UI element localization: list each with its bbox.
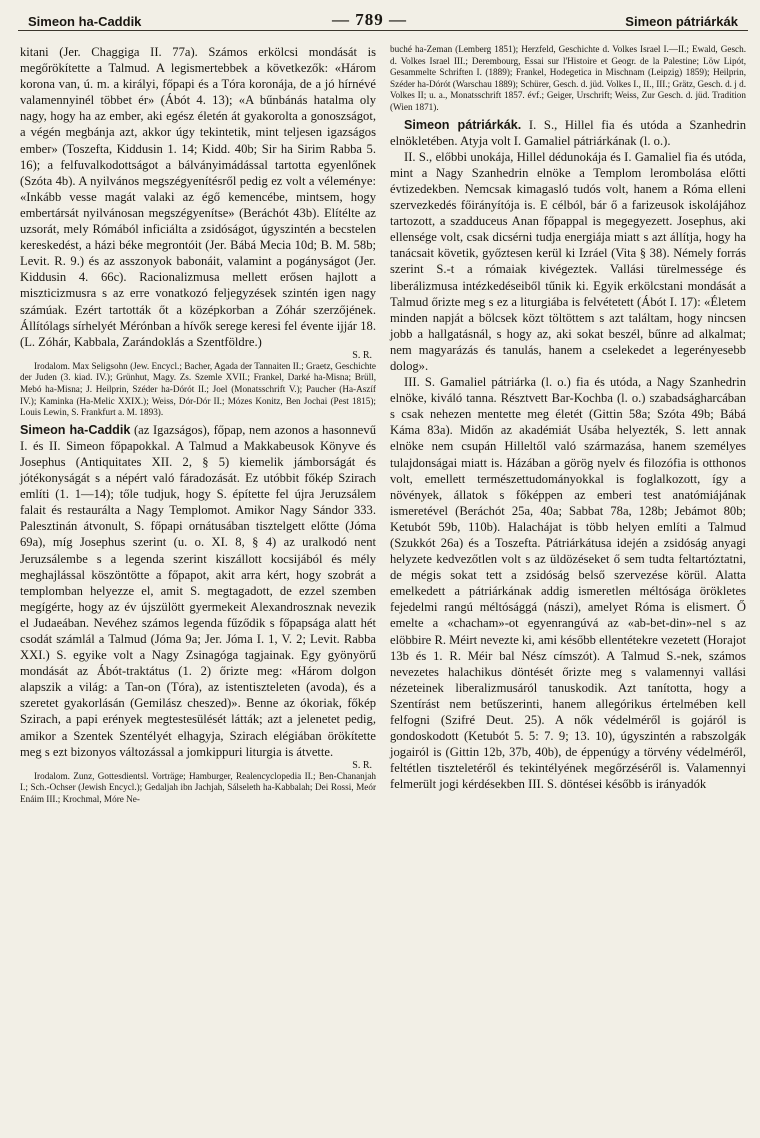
bibliography-left-1: Irodalom. Max Seligsohn (Jew. Encycl.; Bacher, Agada der Tannaiten II.; Graetz, Geschichte der Juden (3. kiad. IV.); Grünhut, Magy. Zs. Szemle XVII.; Frankel, Darké ha-Misna; Brüll, Mebó ha-Misna; J. Heilprin, Széder ha-Dórót II.; Joel (Monatsschrift V.); Paucher (Ha-Aszíf IV.); Kaminka (Ha-Melic XXIX.); Weiss, Dór-Dór II.; Mózes Konitz, Ben Jochai (Pest 1815); Louis Lewin, S. Frankfurt a. M. 1893). [20, 360, 376, 418]
entry-title: Simeon ha-Caddik [20, 422, 131, 437]
author-signature: S. R. [352, 349, 372, 361]
entry-simeon-patriarkak [390, 117, 746, 149]
left-column [20, 44, 376, 806]
author-signature: S. R. [352, 759, 372, 771]
entry-simeon-ha-caddik [20, 422, 376, 760]
paragraph-right-3: III. S. Gamaliel pátriárka (l. o.) fia és utóda, a Nagy Szanhedrin elnöke, kiváló tanna. Résztvett Bar-Kochba (l. o.) szabadságharcában s csak nehezen mentette meg életét (Gittin 58a; Szóta 49b; Bábá Káma 83a). Midőn az akadémiát Usába helyezték, S. lett annak elnöke nem csupán Hilleltől való származása, hanem személyes tulajdonságai miatt is. Házában a görög nyelv és filozófia is otthonos volt, emellett természettudományokkal is foglalkozott, így a növények, állatok s főképpen az emberi test anatómiájának ismeretével (Beráchót 25a, 40a; Sabbat 78a, 128b; Jebámot 80b; Ketubót 59b, 110b). Halachájat is több helyen említi a Talmud (Szukkót 26a) és a Toszefta. Pátriárkátusa idején a zsidóság anyagi helyzete kedvezőtlen volt s az üldözéseket ő sem tudta feltartóztatni, de mégis sokat tett a zsidóság belső szervezése körül. Alatta emelkedett a pátriárkának addig ismeretlen méltósága örökletes fejedelmi rangú méltósággá (nászi), amelyet Róma is elismert. Ő emelte a «chacham»-ot egyenrangúvá az «ab-bet-din»-nel s az elöbbire R. Méirt nevezte ki, ami később ellentétekre vezetett (Horajot 13b és 1. R. Méir bal Nész címszót). A Talmud S.-nek, számos nevezetes halachikus döntését őrizte meg s valamennyi vallási nézeteinek liberalizmusáról tanuskodik. Azt tanította, hogy a Szentírást nem betűszerinti, hanem allegórikus értelmében kell felfogni (Szifré Deut. 25). A nők védelméről is gojáról is gondoskodott (Ketubót 5. 5: 7. 9; 13. 10), úgyszintén a rabszolgák jogairól is (Gittin 12b, 37b, 40b), de éppenúgy a törvény védelméről, feltétlen tiszteletéről és tekintélyének megőrzéséről is. Valamennyi felmerült jogi kérdésekben III. S. döntései később is irányadók [390, 375, 746, 792]
running-header [10, 6, 750, 32]
header-left-title: Simeon ha-Caddik [28, 14, 142, 29]
header-right-title: Simeon pátriárkák [625, 14, 738, 29]
text-columns [20, 44, 746, 806]
paragraph-right-2: II. S., előbbi unokája, Hillel dédunokája és I. Gamaliel fia és utóda, mint a Nagy Szanhedrin elnöke a Templom lerombolása előtti évtizedekben. Nemcsak kimagasló tudós volt, hanem a Róma elleni szervezkedés főirányítója is. E célból, bár ő a farizeusok iskolájához tartozott, a szadduceus Anan főpappal is megegyezett. Josephus, aki ellensége volt, csak dicsérni tudja energiája miatt s azt állítja, hogy ha tanácsait követik, győztesen kerül ki Izráel (Vita § 38). Némely forrás szerint S.-t a rómaiak kivégeztek. Vallási türelmessége és liberálizmusa intézkedéseiből tűnik ki. Egyik erkölcstani mondását a Talmud őrizte meg s ez a liturgiába is felvétetett (Ábót I. 17): «Életem minden napját a bölcsek közt töltöttem s azt találtam, hogy nincsen jobb a hallgatásnál, s hogy az, aki sokat beszél, bűnre ad alkalmat; nem magyarázás és tanulás, hanem a cselekedet a legerényesebb dolog». [390, 149, 746, 373]
bibliography-left-2: Irodalom. Zunz, Gottesdientsl. Vorträge; Hamburger, Realencyclopedia II.; Ben-Chananjah I.; Sch.-Ochser (Jewish Encycl.); Gedaljah ibn Jachjah, Sálseleth ha-Kabbalah; Dei Rossi, Meór Enáim III.; Krochmal, Móre Ne- [20, 770, 376, 804]
right-column [390, 44, 746, 806]
paragraph-left-1: kitani (Jer. Chaggiga II. 77a). Számos erkölcsi mondását is megőrökítette a Talmud. A legismertebbek a következők: «Három korona van, ú. m. a királyi, főpapi és a Tóra koronája, de a jó hírnévé valamennyinél többet ér» (Ábót 4. 13); «A bűnbánás hatalma oly nagy, hogy ha az ember, aki egész életén át gyakorolta a gonoszságot, a végén megbánja azt, akkor úgy tekintetik, mint teljesen igazságos ember» (Toszefta, Kiddusin 1. 14; Kidd. 40b; Sir ha Sirim Rabba 5. 16); a felfuvalkodottságot a bálványimádással tartotta egyenlőnek (Szóta 4b). A nyilvános megszégyenítésről pedig ez volt a véleménye: «Inkább vesse magát valaki az égő kemencébe, mintsem, hogy embertársát nyilvánosan megszégyenítse» (Beráchót 43b). Elítélte az uzsorát, mely Rómából inficiálta a zsidóságot, úgyszintén a becstelen kereskedést, a házi béke megrontóit (Jer. Bábá Mecia 10d; B. M. 58b; Levit. R. 9.) és az asszonyok babonáit, valamint a pogányságot (Jer. Kiddusin 4. 66c). Racionalizmusa mellett erősen hajlott a miszticizmusra s az erre vonatkozó feljegyzések szintén igen nagy számúak. Ezért tartották őt a középkorban a Zóhár szerzőjének. Állítólags sírhelyét Mérónban a hívők serege keresi fel évente ijjár 18. (L. Zóhár, Kabbala, Zarándoklás a Szentföldre.) [20, 45, 376, 349]
entry-title: Simeon pátriárkák. [404, 117, 522, 132]
entry-text: I. S., Hillel fia és utóda a Szanhedrin elnökletében. Atyja volt I. Gamaliel pátriárkának (l. o.). [390, 117, 746, 148]
page-number: — 789 — [332, 10, 407, 29]
header-rule [18, 30, 748, 31]
entry-text: (az Igazságos), főpap, nem azonos a hasonnevű I. és II. Simeon főpapokkal. A Talmud a Makkabeusok Könyve és Josephus (Antiquitates XII. 2, § 5) kiemelik jámborságát és jótékonyságát s a népért való fáradozását. Ez utóbbit főkép Szirach említi (1. 1—14); tőle tudjuk, hogy S. építette fel újra Jeruzsálem falait és restaurálta a Nagy Templomot. Amikor Nagy Sándor 333. Palesztinán átvonult, S. főpapi ornátusában tisztelgett előtte (Jóma 69a), míg Josephus szerint (u. o. XI. 8, § 4) az uralkodó nent Jeruzsálembe s a legenda szerint kiszállott kocsijából és mély meghajlással köszöntötte a főpapot, akit arra kért, hogy szobrát a templomban helyezze el, amit S. megtagadott, de ezzel szemben megígérte, hogy az év újszülött gyermekeit Alexandrosznak nevezik el Judaeában. Nevéhez számos legenda fűződik s főpapsága alatt hét csodát számlál a Talmud (Jóma 9a; Jer. Jóma I. 1, V. 2; Levit. Rabba XXI.) S. egyike volt a Nagy Zsinagóga tagjainak. Egy gyönyörű mondását az Ábót-traktátus (1. 2) őrizte meg: «Három dolgon alapszik a világ: a Tan-on (Tóra), az istentiszteleten (avoda), és a szeretet gyakorlásán (Gemilász cheszed)». Benne az ókoriak, főkép Szirach, a papi erények megtestesülését látták; azt a jelenetet pedig, amikor a Szentek Szentélyét elhagyja, Szirach elégiában örökítette meg s ezt bizonyos változással a jomkippuri liturgia is átvette. [20, 422, 376, 759]
bibliography-continued: buché ha-Zeman (Lemberg 1851); Herzfeld, Geschichte d. Volkes Israel I.—II.; Ewald, Gesch. d. Volkes Israel III.; Derembourg, Essai sur l'Histoire et Geogr. de la Palestine; Löw Lipót, Gesammelte Schriften I. (1889); Frankel, Hodegetica in Mischnam (Leipzig) 1859); Heilprin, Széder ha-Dórót (Warschau 1889); Schürer, Gesch. d. jüd. Volkes I., II., III.; Grätz, Gesch. d. j d. Volkes II; u. a., Monatsschrift 1857. évf.; Geiger, Urschrift; Weiss, Zur Gesch. d. jüd. Tradition (Wien 1871). [390, 44, 746, 112]
